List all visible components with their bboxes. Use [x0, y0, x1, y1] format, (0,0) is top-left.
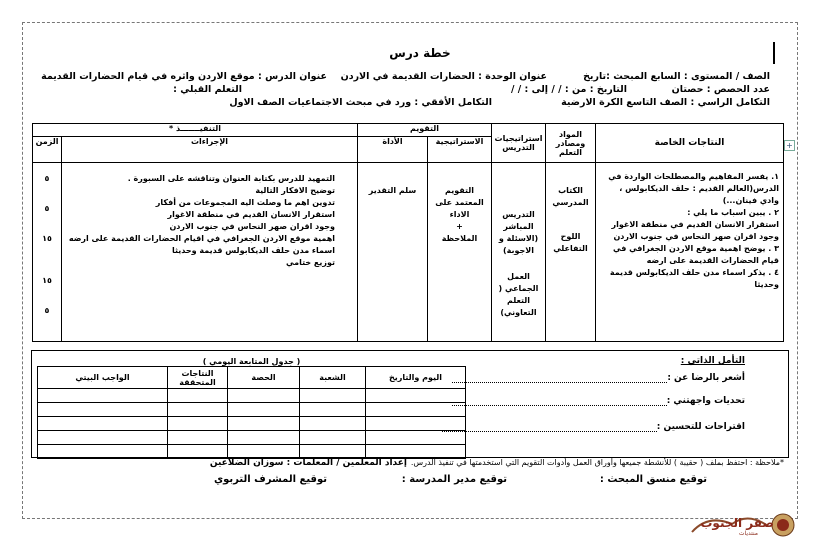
- eval-strategy-cell: [428, 163, 492, 342]
- forum-logo-subtext: منتديات: [738, 530, 758, 537]
- evaluation-header: التقويم: [358, 124, 492, 137]
- reflection-challenges-label: تحديات واجهتني :: [666, 396, 745, 406]
- text-cursor: [773, 42, 775, 64]
- eval-tool-header: الأداة: [358, 137, 428, 163]
- procedure-item: تدوين اهم ما وصلت اليه المجموعات من أفكار: [155, 198, 335, 207]
- followup-cell[interactable]: [168, 445, 228, 459]
- outcomes-header: النتاجات الخاصة: [596, 124, 784, 163]
- followup-cell[interactable]: [366, 445, 466, 459]
- time-value: ١٥: [42, 234, 52, 243]
- table-move-handle-icon[interactable]: +: [784, 140, 795, 151]
- time-header: الزمن: [33, 137, 62, 163]
- materials-cell: [546, 163, 596, 342]
- eval-strategy-header: الاستراتيجية: [428, 137, 492, 163]
- eval-strategy-item: التقويم المعتمد على الاداء: [435, 186, 484, 219]
- reflection-suggestions: [436, 422, 745, 432]
- followup-cell[interactable]: [228, 431, 300, 445]
- followup-cell[interactable]: [366, 431, 466, 445]
- supervisor-signature: توقيع المشرف التربوي: [213, 474, 327, 485]
- procedure-item: استقرار الانسان القديم في منطقة الاغوار: [167, 210, 335, 219]
- lesson-plan-table: [32, 123, 784, 342]
- followup-caption: ( جدول المتابعة اليومي ): [38, 356, 466, 367]
- eval-tool-value: سلم التقدير: [368, 186, 417, 195]
- eval-tool-cell: [358, 163, 428, 342]
- procedure-item: التمهيد للدرس بكتابة العنوان وتناقشه على السبورة .: [127, 174, 335, 183]
- outcome-item: ٤ . يذكر اسماء مدن حلف الديكابولس قديمة وحديثا: [609, 268, 779, 289]
- outcome-item: استقرار الانسان القديم في منطقة الاغوار: [611, 220, 779, 229]
- time-cell: [33, 163, 62, 342]
- followup-cell[interactable]: [228, 417, 300, 431]
- time-value: ٥: [44, 306, 50, 315]
- followup-cell[interactable]: [168, 403, 228, 417]
- followup-cell[interactable]: [168, 389, 228, 403]
- procedures-header: الإجراءات: [62, 137, 358, 163]
- reflection-suggestions-field[interactable]: [442, 431, 657, 432]
- reflection-satisfied-label: أشعر بالرضا عن :: [667, 373, 745, 383]
- followup-cell[interactable]: [38, 417, 168, 431]
- reflection-suggestions-label: اقتراحات للتحسين :: [656, 422, 745, 432]
- followup-header-day: اليوم والتاريخ: [366, 367, 466, 389]
- followup-cell[interactable]: [300, 431, 366, 445]
- eval-strategy-item: +: [456, 222, 463, 231]
- time-value: ٥: [44, 174, 50, 183]
- strategy-item: العمل الجماعي ( التعلم التعاوني): [498, 272, 539, 317]
- followup-cell[interactable]: [38, 431, 168, 445]
- note-text: *ملاحظة : احتفظ بملف ( حقيبة ) للأنشطة جميعها وأوراق العمل وأدوات التقويم التي استخدمتها في تنفيذ الدرس.: [410, 458, 784, 467]
- page-title: خطة درس: [389, 46, 451, 60]
- unit-title: عنوان الوحدة : الحضارات القديمة في الاردن: [340, 71, 547, 82]
- outcome-item: ٢ . يبين اسباب ما يلي :: [687, 208, 779, 217]
- procedure-item: توزيع ختامي: [286, 258, 335, 267]
- coordinator-signature: توقيع منسق المبحث :: [599, 474, 707, 485]
- followup-cell[interactable]: [300, 417, 366, 431]
- followup-cell[interactable]: [300, 403, 366, 417]
- prior-learning: التعلم القبلي :: [173, 84, 242, 95]
- time-value: ٥: [44, 204, 50, 213]
- principal-signature: توقيع مدير المدرسة :: [401, 474, 507, 485]
- forum-logo: [688, 510, 796, 540]
- grade-subject: الصف / المستوى : السابع المبحث :تاريخ: [583, 71, 770, 82]
- followup-cell[interactable]: [168, 417, 228, 431]
- materials-header: المواد ومصادر التعلم: [546, 124, 596, 163]
- reflection-title: التأمل الذاتي :: [680, 356, 745, 366]
- material-item: اللوح التفاعلي: [553, 232, 588, 253]
- forum-logo-text: صقر الجنوب: [700, 516, 774, 530]
- procedure-item: اهمية موقع الاردن الجغرافي في اقيام الحضارات القديمة على ارضه: [68, 234, 335, 243]
- outcome-item: ١. يفسر المفاهيم والمصطلحات الواردة في الدرس(العالم القديم : حلف الديكابولس ، وادي فينان...): [608, 172, 779, 205]
- followup-cell[interactable]: [38, 445, 168, 459]
- strategies-cell: [492, 163, 546, 342]
- followup-cell[interactable]: [300, 445, 366, 459]
- followup-cell[interactable]: [38, 403, 168, 417]
- followup-cell[interactable]: [228, 389, 300, 403]
- procedure-item: اسماء مدن حلف الديكابولس قديمة وحديثا: [171, 246, 335, 255]
- execution-header: التنفيـــــــذ *: [33, 124, 358, 137]
- followup-header-outcomes: النتاجات المتحققة: [168, 367, 228, 389]
- outcome-item: وجود اقران صهر النحاس في جنوب الاردن: [613, 232, 779, 241]
- followup-cell[interactable]: [300, 389, 366, 403]
- date-range: التاريخ : من : / / إلى : / /: [510, 84, 627, 95]
- material-item: الكتاب المدرسي: [552, 186, 589, 207]
- followup-cell[interactable]: [38, 389, 168, 403]
- strategy-item: التدريس المباشر (الاسئلة و الاجوبة): [498, 210, 539, 255]
- strategies-header: استراتيجيات التدريس: [492, 124, 546, 163]
- followup-cell[interactable]: [228, 445, 300, 459]
- followup-cell[interactable]: [168, 431, 228, 445]
- procedure-item: توضيح الافكار التالية: [255, 186, 335, 195]
- outcomes-cell: [596, 163, 784, 342]
- reflection-satisfied-field[interactable]: [452, 382, 667, 383]
- time-value: ١٥: [42, 276, 52, 285]
- procedures-cell: [62, 163, 358, 342]
- procedure-item: وجود اقران صهر النحاس في جنوب الاردن: [169, 222, 335, 231]
- followup-cell[interactable]: [228, 403, 300, 417]
- reflection-satisfied: [446, 373, 745, 383]
- prepared-by: إعداد المعلمين / المعلمات : سوزان الضلاعين: [209, 458, 407, 468]
- followup-header-section: الشعبة: [300, 367, 366, 389]
- eval-strategy-item: الملاحظة: [441, 234, 478, 243]
- daily-followup-table: [37, 356, 466, 459]
- lesson-title: عنوان الدرس : موقع الاردن واثره في قيام الحضارات القديمة: [41, 71, 327, 82]
- followup-header-period: الحصة: [228, 367, 300, 389]
- followup-header-homework: الواجب البيتي: [38, 367, 168, 389]
- horizontal-integration: التكامل الأفقي : ورد في مبحث الاجتماعيات الصف الاول: [229, 97, 492, 108]
- periods-count: عدد الحصص : حصتان: [671, 84, 770, 95]
- reflection-challenges-field[interactable]: [452, 405, 667, 406]
- outcome-item: ٣ . يوضح اهمية موقع الاردن الجغرافي في قيام الحضارات القديمة على ارضه: [612, 244, 779, 265]
- vertical-integration: التكامل الراسي : الصف التاسع الكرة الارضية: [561, 97, 770, 108]
- reflection-challenges: [446, 396, 745, 406]
